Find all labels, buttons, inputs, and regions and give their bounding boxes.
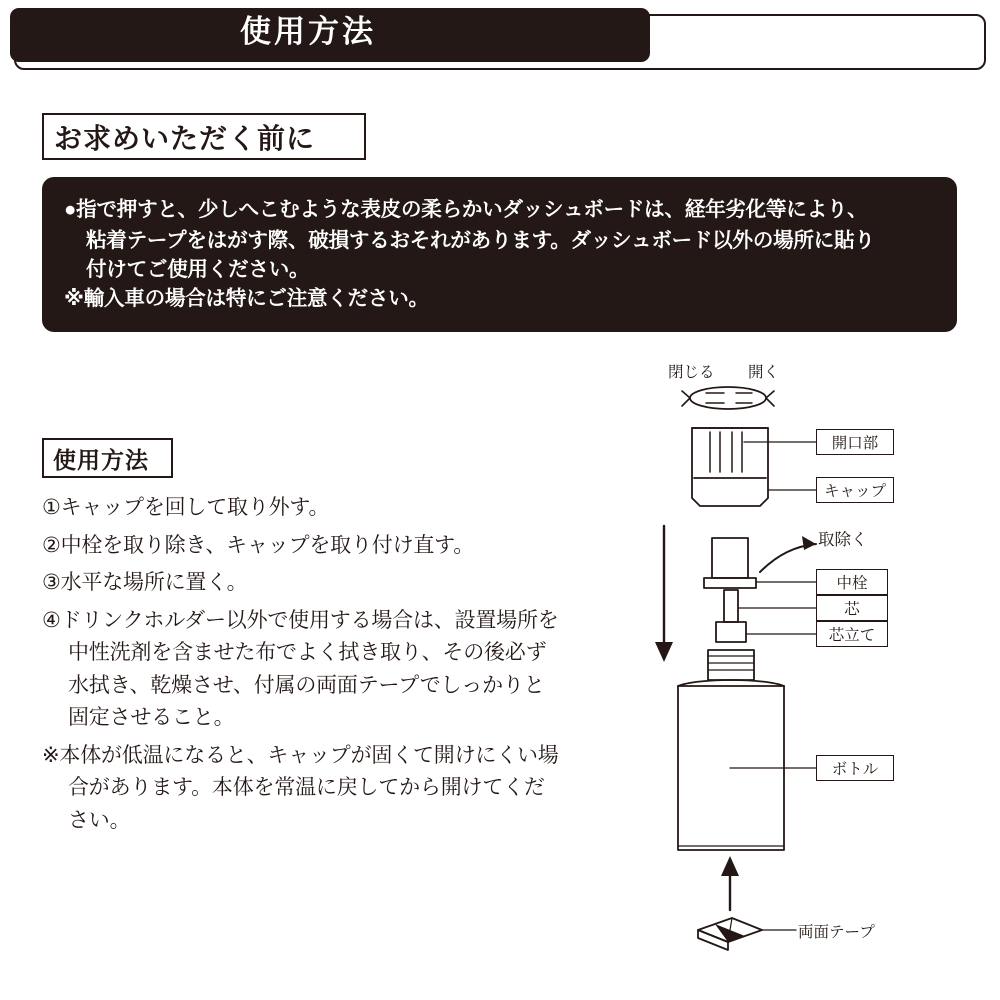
- usage-step: ②中栓を取り除き、キャップを取り付け直す。: [42, 533, 475, 557]
- label-rotate-close: 閉じる: [668, 364, 715, 381]
- label-remove: 取除く: [818, 531, 868, 549]
- diagram-drawing: [620, 350, 990, 970]
- usage-step: ④ドリンクホルダー以外で使用する場合は、設置場所を中性洗剤を含ませた布でよく拭き取り、その後必ず水拭き、乾燥させ、付属の両面テープでしっかりと固定させること。: [42, 608, 559, 730]
- usage-note: ※本体が低温になると、キャップが固くて開けにくい場合があります。本体を常温に戻してから開けてください。: [42, 743, 559, 832]
- page-title: 使用方法: [240, 14, 376, 49]
- section-heading-before-purchase: お求めいただく前に: [42, 113, 366, 160]
- notice-line-2: 粘着テープをはがす際、破損するおそれがあります。ダッシュボード以外の場所に貼り: [86, 229, 875, 253]
- label-bottle: ボトル: [816, 755, 894, 781]
- section-heading-usage: 使用方法: [42, 438, 173, 478]
- usage-step: ①キャップを回して取り外す。: [42, 496, 330, 519]
- label-double-sided-tape: 両面テープ: [798, 924, 875, 941]
- notice-line-1: ●指で押すと、少しへこむような表皮の柔らかいダッシュボードは、経年劣化等により、: [64, 198, 868, 221]
- product-exploded-diagram: [620, 350, 990, 970]
- usage-step-list: [42, 492, 562, 842]
- label-wick: 芯: [816, 595, 888, 621]
- notice-line-4: ※輸入車の場合は特にご注意ください。: [64, 287, 429, 311]
- usage-step: ③水平な場所に置く。: [42, 571, 248, 595]
- notice-line-3: 付けてご使用ください。: [86, 258, 310, 282]
- label-opening: 開口部: [816, 429, 894, 455]
- notice-panel: [42, 177, 957, 332]
- label-inner-plug: 中栓: [816, 569, 888, 595]
- label-wick-holder: 芯立て: [816, 621, 888, 647]
- label-cap: キャップ: [816, 477, 894, 503]
- label-rotate-open: 開く: [748, 364, 780, 381]
